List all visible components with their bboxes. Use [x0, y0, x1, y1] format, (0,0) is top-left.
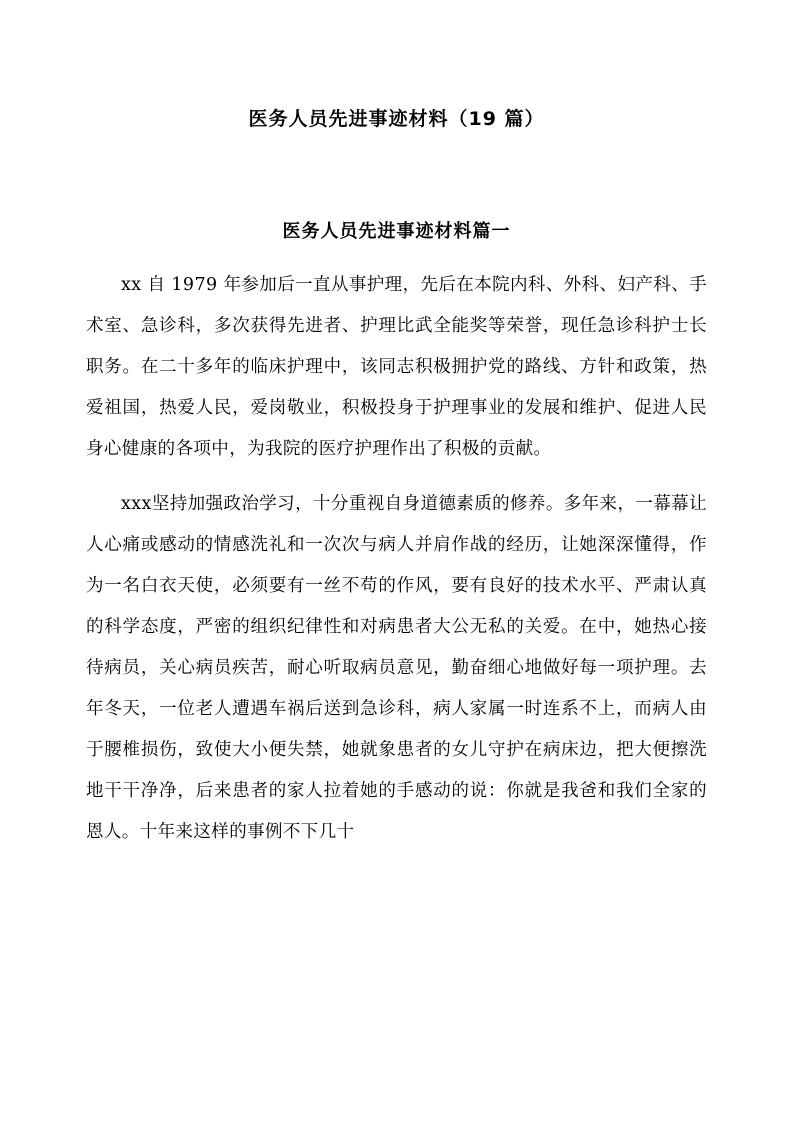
- paragraph-1: xx 自 1979 年参加后一直从事护理，先后在本院内科、外科、妇产科、手术室、急诊科，多次获得先进者、护理比武全能奖等荣誉，现任急诊科护士长职务。在二十多年的临床护理中，该同志积极拥护党的路线、方针和政策，热爱祖国，热爱人民，爱岗敬业，积极投身于护理事业的发展和维护、促进人民身心健康的各项中，为我院的医疗护理作出了积极的贡献。: [86, 275, 707, 459]
- paragraph-2: xxx坚持加强政治学习，十分重视自身道德素质的修养。多年来，一幕幕让人心痛或感动的情感洗礼和一次次与病人并肩作战的经历，让她深深懂得，作为一名白衣天使，必须要有一丝不苟的作风，要有良好的技术水平、严肃认真的科学态度，严密的组织纪律性和对病患者大公无私的关爱。在中，她热心接待病员，关心病员疾苦，耐心听取病员意见，勤奋细心地做好每一项护理。去年冬天，一位老人遭遇车祸后送到急诊科，病人家属一时连系不上，而病人由于腰椎损伤，致使大小便失禁，她就象患者的女儿守护在病床边，把大便擦洗地干干净净，后来患者的家人拉着她的手感动的说：你就是我爸和我们全家的恩人。十年来这样的事例不下几十: [86, 494, 707, 842]
- section-title: 医务人员先进事迹材料篇一: [282, 221, 511, 242]
- page-title: 医务人员先进事迹材料（19 篇）: [248, 108, 545, 130]
